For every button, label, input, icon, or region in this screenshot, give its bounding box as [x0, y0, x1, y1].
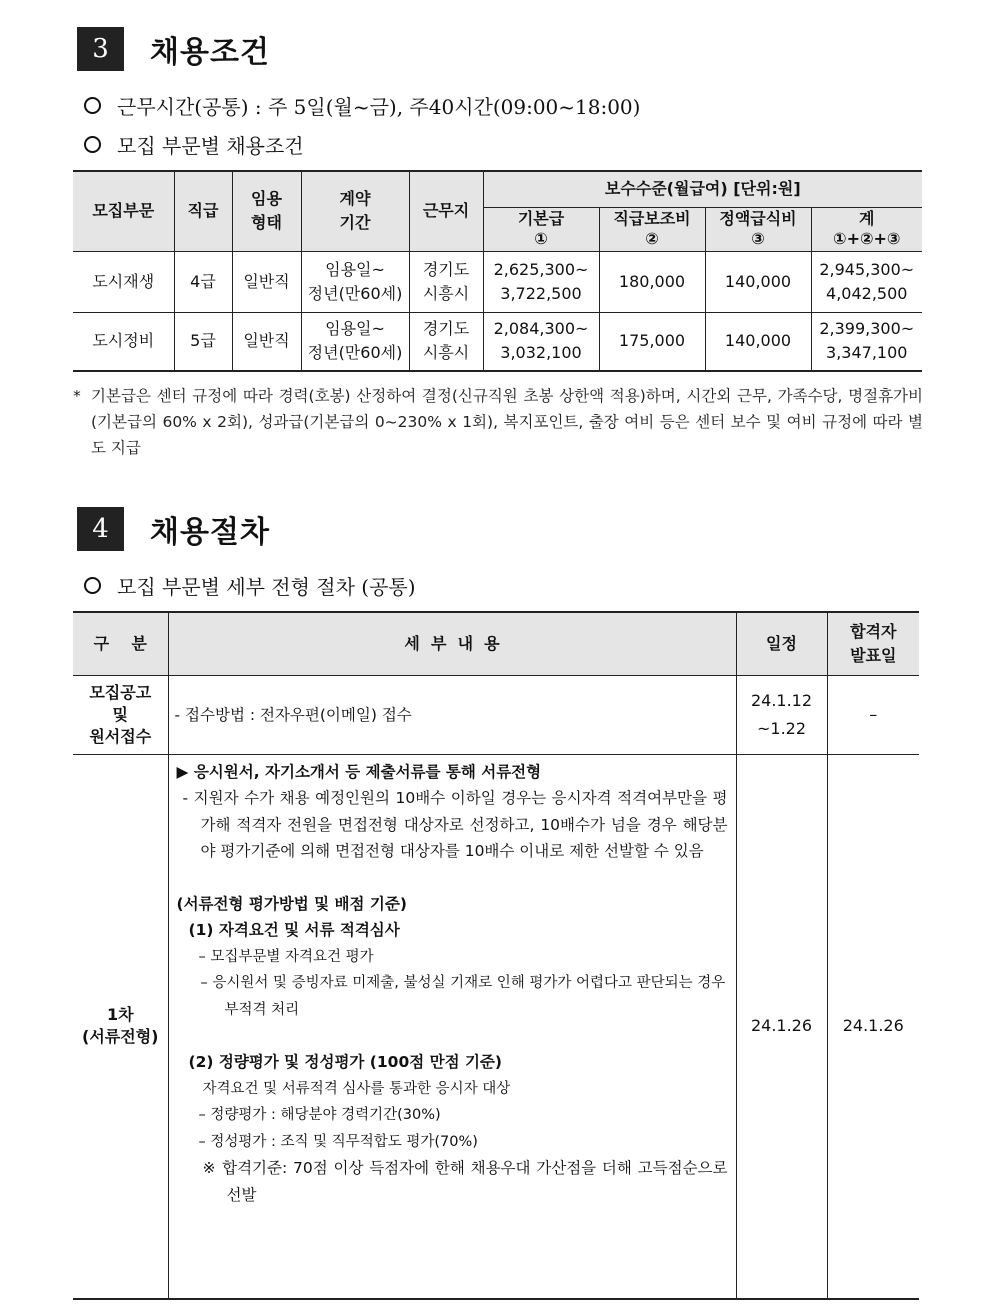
header-pay-group: 보수수준(월급여) [단위:원] [483, 171, 922, 207]
bullet-work-hours: 근무시간(공통) : 주 5일(월~금), 주40시간(09:00~18:00) [84, 91, 640, 120]
circle-bullet-icon [84, 97, 101, 114]
cell-division: 모집공고 및 원서접수 [73, 675, 168, 754]
detail-line: – 정량평가 : 해당분야 경력기간(30%) [198, 1107, 441, 1123]
bullet-conditions: 모집 부문별 채용조건 [84, 130, 304, 159]
bullet-procedure: 모집 부문별 세부 전형 절차 (공통) [84, 571, 416, 600]
cell-announce: 24.1.26 [827, 754, 919, 1299]
detail-line: – 모집부문별 자격요건 평가 [198, 948, 374, 965]
cell-type: 일반직 [232, 312, 301, 371]
section-3-header [77, 27, 270, 71]
header-dept: 모집부문 [73, 171, 174, 251]
detail-line: ▶ 응시원서, 자기소개서 등 제출서류를 통해 서류전형 [176, 762, 542, 781]
table-row [73, 754, 919, 1299]
detail-line: – 응시원서 및 증빙자료 미제출, 불성실 기재로 인해 평가가 어렵다고 판단되는 경우 부적격 처리 [200, 975, 726, 1018]
table-row [73, 251, 922, 312]
procedure-table [73, 611, 919, 1300]
cell-grade: 4급 [174, 251, 232, 312]
detail-line: ※ 합격기준: 70점 이상 득점자에 한해 채용우대 가산점을 더해 고득점순으로 선발 [202, 1159, 728, 1204]
cell-grade: 5급 [174, 312, 232, 371]
header-base-pay: 기본급 ① [483, 207, 599, 251]
cell-dept: 도시재생 [73, 251, 174, 312]
detail-line: (2) 정량평가 및 정성평가 (100점 만점 기준) [188, 1053, 502, 1071]
cell-dept: 도시정비 [73, 312, 174, 371]
section-title: 채용절차 [150, 515, 270, 550]
cell-base-pay: 2,084,300~ 3,032,100 [483, 312, 599, 371]
detail-line: – 정성평가 : 조직 및 직무적합도 평가(70%) [198, 1133, 478, 1150]
conditions-table [73, 170, 922, 372]
header-announce: 합격자 발표일 [827, 612, 919, 675]
cell-detail: - 접수방법 : 전자우편(이메일) 접수 [168, 675, 736, 754]
section-title: 채용조건 [150, 35, 270, 70]
cell-total: 2,399,300~ 3,347,100 [811, 312, 922, 371]
cell-meal: 140,000 [705, 312, 811, 371]
header-grade: 직급 [174, 171, 232, 251]
detail-line: (1) 자격요건 및 서류 적격심사 [188, 921, 400, 939]
header-division: 구 분 [73, 612, 168, 675]
section-number: 4 [77, 507, 124, 551]
cell-term: 임용일~ 정년(만60세) [301, 312, 409, 371]
cell-location: 경기도 시흥시 [409, 312, 483, 371]
cell-term: 임용일~ 정년(만60세) [301, 251, 409, 312]
circle-bullet-icon [84, 136, 101, 153]
cell-schedule: 24.1.26 [736, 754, 827, 1299]
table-row [73, 312, 922, 371]
detail-line: (서류전형 평가방법 및 배점 기준) [176, 894, 407, 913]
section-4-header [77, 507, 270, 551]
cell-detail [168, 754, 736, 1299]
cell-announce: – [827, 675, 919, 754]
cell-location: 경기도 시흥시 [409, 251, 483, 312]
cell-division: 1차 (서류전형) [73, 754, 168, 1299]
header-type: 임용 형태 [232, 171, 301, 251]
cell-schedule: 24.1.12 ~1.22 [736, 675, 827, 754]
header-location: 근무지 [409, 171, 483, 251]
header-detail: 세 부 내 용 [168, 612, 736, 675]
detail-line: - 지원자 수가 채용 예정인원의 10배수 이하일 경우는 응시자격 적격여부만을 평가해 적격자 전원을 면접전형 대상자로 선정하고, 10배수가 넘을 경우 해당분야 평가기준에 의해 면접전형 대상자를 10배수 이내로 제한 선발할 수 있음 [182, 789, 728, 860]
header-schedule: 일정 [736, 612, 827, 675]
cell-base-pay: 2,625,300~ 3,722,500 [483, 251, 599, 312]
pay-footnote [73, 383, 923, 461]
cell-meal: 140,000 [705, 251, 811, 312]
section-number: 3 [77, 27, 124, 71]
circle-bullet-icon [84, 577, 101, 594]
header-meal: 정액급식비 ③ [705, 207, 811, 251]
detail-line: 자격요건 및 서류적격 심사를 통과한 응시자 대상 [202, 1080, 511, 1097]
footnote-text: 기본급은 센터 규정에 따라 경력(호봉) 산정하여 결정(신규직원 초봉 상한액 적용)하며, 시간외 근무, 가족수당, 명절휴가비(기본급의 60% x 2회), 성과급(기본급의 0~230% x 1회), 복지포인트, 출장 여비 등은 센터 보수 및 여비 규정에 따라 별도 지급 [91, 387, 923, 457]
footnote-mark: * [73, 387, 81, 405]
header-allowance: 직급보조비 ② [599, 207, 705, 251]
header-total: 계 ①+②+③ [811, 207, 922, 251]
table-row [73, 675, 919, 754]
cell-allowance: 175,000 [599, 312, 705, 371]
cell-total: 2,945,300~ 4,042,500 [811, 251, 922, 312]
cell-type: 일반직 [232, 251, 301, 312]
header-term: 계약 기간 [301, 171, 409, 251]
cell-allowance: 180,000 [599, 251, 705, 312]
